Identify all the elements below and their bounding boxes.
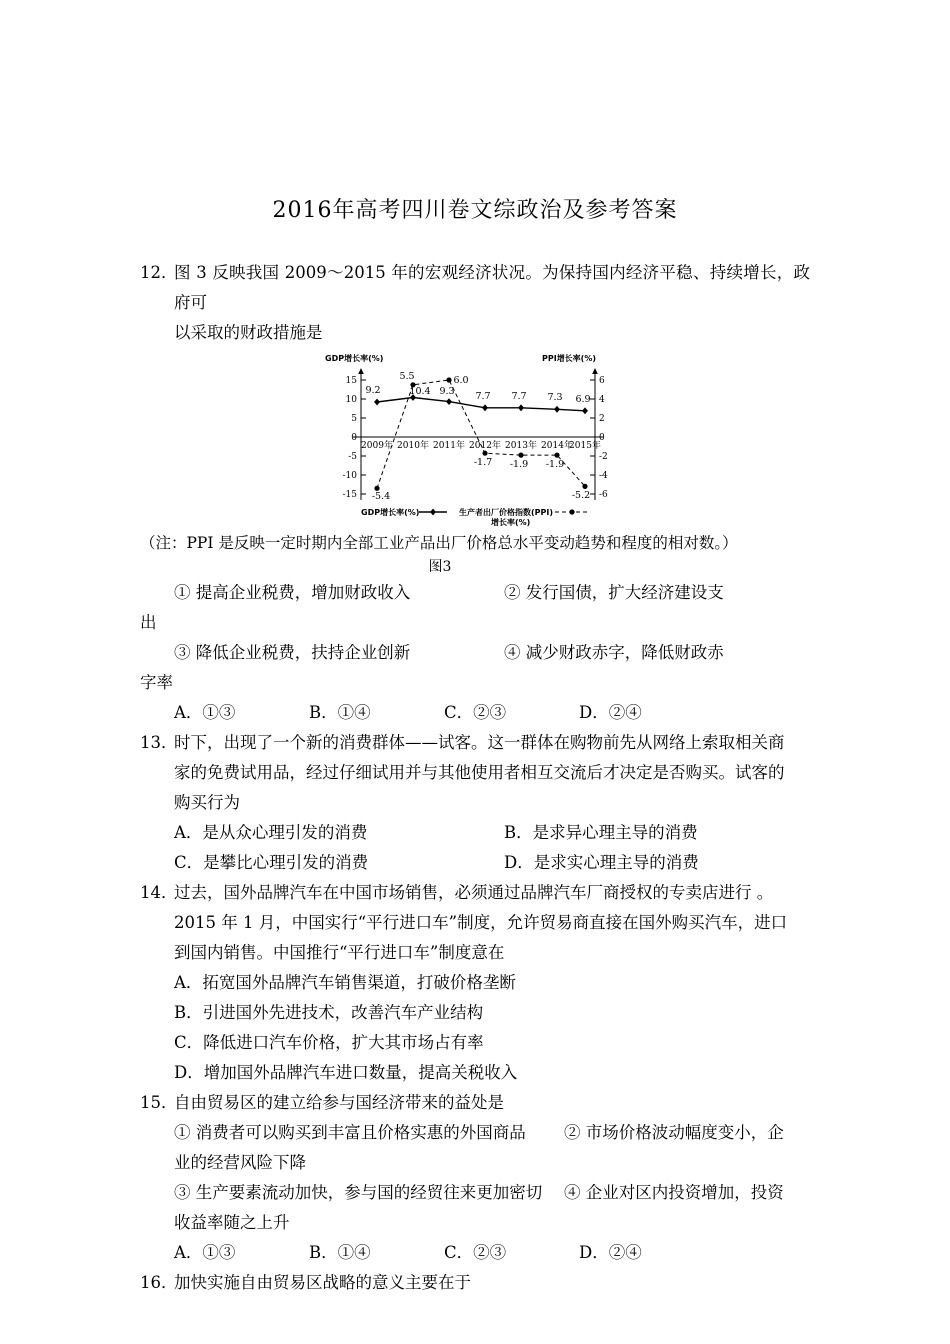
q12-stem <box>140 258 812 318</box>
q14-stem-line-1: 过去，国外品牌汽车在中国市场销售，必须通过品牌汽车厂商授权的专卖店进行 。 <box>174 883 774 902</box>
q15-option-2-cont: 业的经营风险下降 <box>174 1153 306 1172</box>
q15-number: 15． <box>140 1093 178 1112</box>
q13-stem-line-2: 家的免费试用品，经过仔细试用并与其他使用者相互交流后才决定是否购买。试客的 <box>174 763 785 782</box>
legend-ppi-label-line2: 增长率(%) <box>491 518 531 527</box>
question-12 <box>140 258 812 728</box>
right-tick-label: 2 <box>599 414 605 424</box>
left-axis-title: GDP增长率(%) <box>325 354 384 363</box>
ppi-point-label: 6.0 <box>453 375 469 386</box>
gdp-point-label: 9.2 <box>365 385 381 396</box>
right-axis-title: PPI增长率(%) <box>541 354 597 363</box>
gdp-point-labels <box>365 385 590 405</box>
ppi-point-label: -1.9 <box>509 459 529 470</box>
q12-option-2: ② 发行国债，扩大经济建设支 <box>504 583 724 602</box>
left-axis-tick-labels <box>343 376 358 500</box>
q12-option-4: ④ 减少财政赤字，降低财政赤 <box>504 643 724 662</box>
question-14 <box>140 878 812 1088</box>
q14-choice-c[interactable]: C．降低进口汽车价格，扩大其市场占有率 <box>174 1033 484 1052</box>
q12-stem-line-1: 图 3 反映我国 2009～2015 年的宏观经济状况。为保持国内经济平稳、持续增长，政府可 <box>174 263 810 312</box>
left-tick-label: -5 <box>348 452 357 462</box>
right-tick-label: 4 <box>599 395 605 405</box>
q12-number: 12． <box>140 263 178 282</box>
right-tick-label: -6 <box>599 490 608 500</box>
left-tick-label: 15 <box>345 376 357 386</box>
ppi-point-label: -5.4 <box>371 491 391 502</box>
right-tick-label: 0 <box>599 433 605 443</box>
question-15 <box>140 1088 812 1268</box>
q15-choice-b[interactable]: B．①④ <box>309 1243 371 1262</box>
q15-options-row-1 <box>140 1118 812 1148</box>
q13-choice-b[interactable]: B．是求异心理主导的消费 <box>504 823 698 842</box>
q15-option-2: ② 市场价格波动幅度变小，企 <box>564 1123 784 1142</box>
ppi-point-label: -5.2 <box>571 490 591 501</box>
q14-stem-line-2: 2015 年 1 月，中国实行“平行进口车”制度，允许贸易商直接在国外购买汽车，进口 <box>174 913 788 932</box>
page-title: 2016年高考四川卷文综政治及参考答案 <box>272 198 678 223</box>
q13-choice-d[interactable]: D．是求实心理主导的消费 <box>504 853 699 872</box>
q14-choice-d[interactable]: D．增加国外品牌汽车进口数量，提高关税收入 <box>174 1063 518 1082</box>
q12-choice-d[interactable]: D．②④ <box>579 703 642 722</box>
q15-option-4-cont: 收益率随之上升 <box>174 1213 290 1232</box>
left-tick-label: -10 <box>342 471 357 481</box>
q15-options-row-2 <box>140 1178 812 1208</box>
q15-choice-a[interactable]: A．①③ <box>174 1243 236 1262</box>
category-label: 2013年 <box>505 441 537 451</box>
q13-stem-line-3: 购买行为 <box>174 793 240 812</box>
q13-choices-row-2 <box>140 848 812 878</box>
figure-3-caption: 图3 <box>428 559 452 575</box>
right-axis-tick-labels <box>599 376 608 500</box>
figure-3-chart <box>323 352 633 528</box>
q13-choice-c[interactable]: C．是攀比心理引发的消费 <box>174 853 369 872</box>
legend-gdp-marker <box>419 509 447 516</box>
gdp-point-label: 9.3 <box>439 386 455 397</box>
q13-choices-row-1 <box>140 818 812 848</box>
left-tick-label: 5 <box>351 414 357 424</box>
q15-choice-d[interactable]: D．②④ <box>579 1243 642 1262</box>
q16-stem <box>140 1268 812 1298</box>
category-label: 2011年 <box>433 441 465 451</box>
q14-stem <box>140 878 812 908</box>
chart-svg <box>323 352 633 528</box>
legend-ppi-label: 生产者出厂价格指数(PPI) <box>459 508 554 517</box>
left-tick-label: -15 <box>342 490 357 500</box>
right-axis-ticks <box>590 380 595 494</box>
gdp-point-label: 6.9 <box>575 394 591 405</box>
left-axis-arrow <box>358 368 364 374</box>
category-label: 2014年 <box>541 441 573 451</box>
right-tick-label: 6 <box>599 376 605 386</box>
left-tick-label: 10 <box>345 395 357 405</box>
q14-choice-a[interactable]: A．拓宽国外品牌汽车销售渠道，打破价格垄断 <box>174 973 516 992</box>
gdp-point-label: 10.4 <box>409 386 431 397</box>
ppi-point-label: -1.9 <box>545 459 565 470</box>
q12-option-1: ① 提高企业税费，增加财政收入 <box>174 583 411 602</box>
q12-option-3: ③ 降低企业税费，扶持企业创新 <box>174 643 411 662</box>
q12-options-row-2 <box>140 638 812 668</box>
q12-choice-b[interactable]: B．①④ <box>309 703 371 722</box>
q15-option-4: ④ 企业对区内投资增加，投资 <box>564 1183 784 1202</box>
q14-stem-line-3: 到国内销售。中国推行“平行进口车”制度意在 <box>174 943 505 962</box>
category-label: 2010年 <box>397 441 429 451</box>
q12-choice-c[interactable]: C．②③ <box>444 703 507 722</box>
q12-choice-a[interactable]: A．①③ <box>174 703 236 722</box>
ppi-point-label: -1.7 <box>473 457 493 468</box>
q12-option-4-cont: 字率 <box>140 673 173 692</box>
right-tick-label: -4 <box>599 471 608 481</box>
q13-choice-a[interactable]: A．是从众心理引发的消费 <box>174 823 368 842</box>
q13-number: 13． <box>140 733 178 752</box>
q16-number: 16． <box>140 1273 178 1292</box>
left-axis-ticks <box>361 380 366 494</box>
document-body <box>140 258 812 1298</box>
q14-choice-b[interactable]: B．引进国外先进技术，改善汽车产业结构 <box>174 1003 484 1022</box>
q15-stem-text: 自由贸易区的建立给参与国经济带来的益处是 <box>174 1093 504 1112</box>
q12-figure-note: （注：PPI 是反映一定时期内全部工业产品出厂价格总水平变动趋势和程度的相对数。） <box>140 534 738 552</box>
q13-stem <box>140 728 812 758</box>
q15-option-1: ① 消费者可以购买到丰富且价格实惠的外国商品 <box>174 1123 526 1142</box>
gdp-point-label: 7.7 <box>475 391 491 402</box>
q15-option-3: ③ 生产要素流动加快，参与国的经贸往来更加密切 <box>174 1183 543 1202</box>
gdp-point-label: 7.7 <box>511 391 527 402</box>
q12-stem-line-2: 以采取的财政措施是 <box>174 323 323 342</box>
category-label: 2015年 <box>569 441 601 451</box>
q12-option-2-cont: 出 <box>140 613 157 632</box>
q15-choice-c[interactable]: C．②③ <box>444 1243 507 1262</box>
left-tick-label: 0 <box>351 433 357 443</box>
q15-stem <box>140 1088 812 1118</box>
q16-stem-text: 加快实施自由贸易区战略的意义主要在于 <box>174 1273 471 1292</box>
right-tick-label: -2 <box>599 452 608 462</box>
question-16 <box>140 1268 812 1298</box>
category-label: 2012年 <box>469 441 501 451</box>
legend-gdp-label: GDP增长率(%) <box>361 508 420 517</box>
q12-options-row-1 <box>140 578 812 608</box>
category-label: 2009年 <box>361 441 393 451</box>
q14-number: 14． <box>140 883 178 902</box>
q15-choices <box>140 1238 812 1268</box>
question-13 <box>140 728 812 878</box>
q12-choices <box>140 698 812 728</box>
q13-stem-line-1: 时下，出现了一个新的消费群体——试客。这一群体在购物前先从网络上索取相关商 <box>174 733 785 752</box>
right-axis-arrow <box>592 368 598 374</box>
gdp-point-label: 7.3 <box>547 392 563 403</box>
legend-ppi-marker <box>555 509 589 514</box>
ppi-point-label: 5.5 <box>399 371 415 382</box>
